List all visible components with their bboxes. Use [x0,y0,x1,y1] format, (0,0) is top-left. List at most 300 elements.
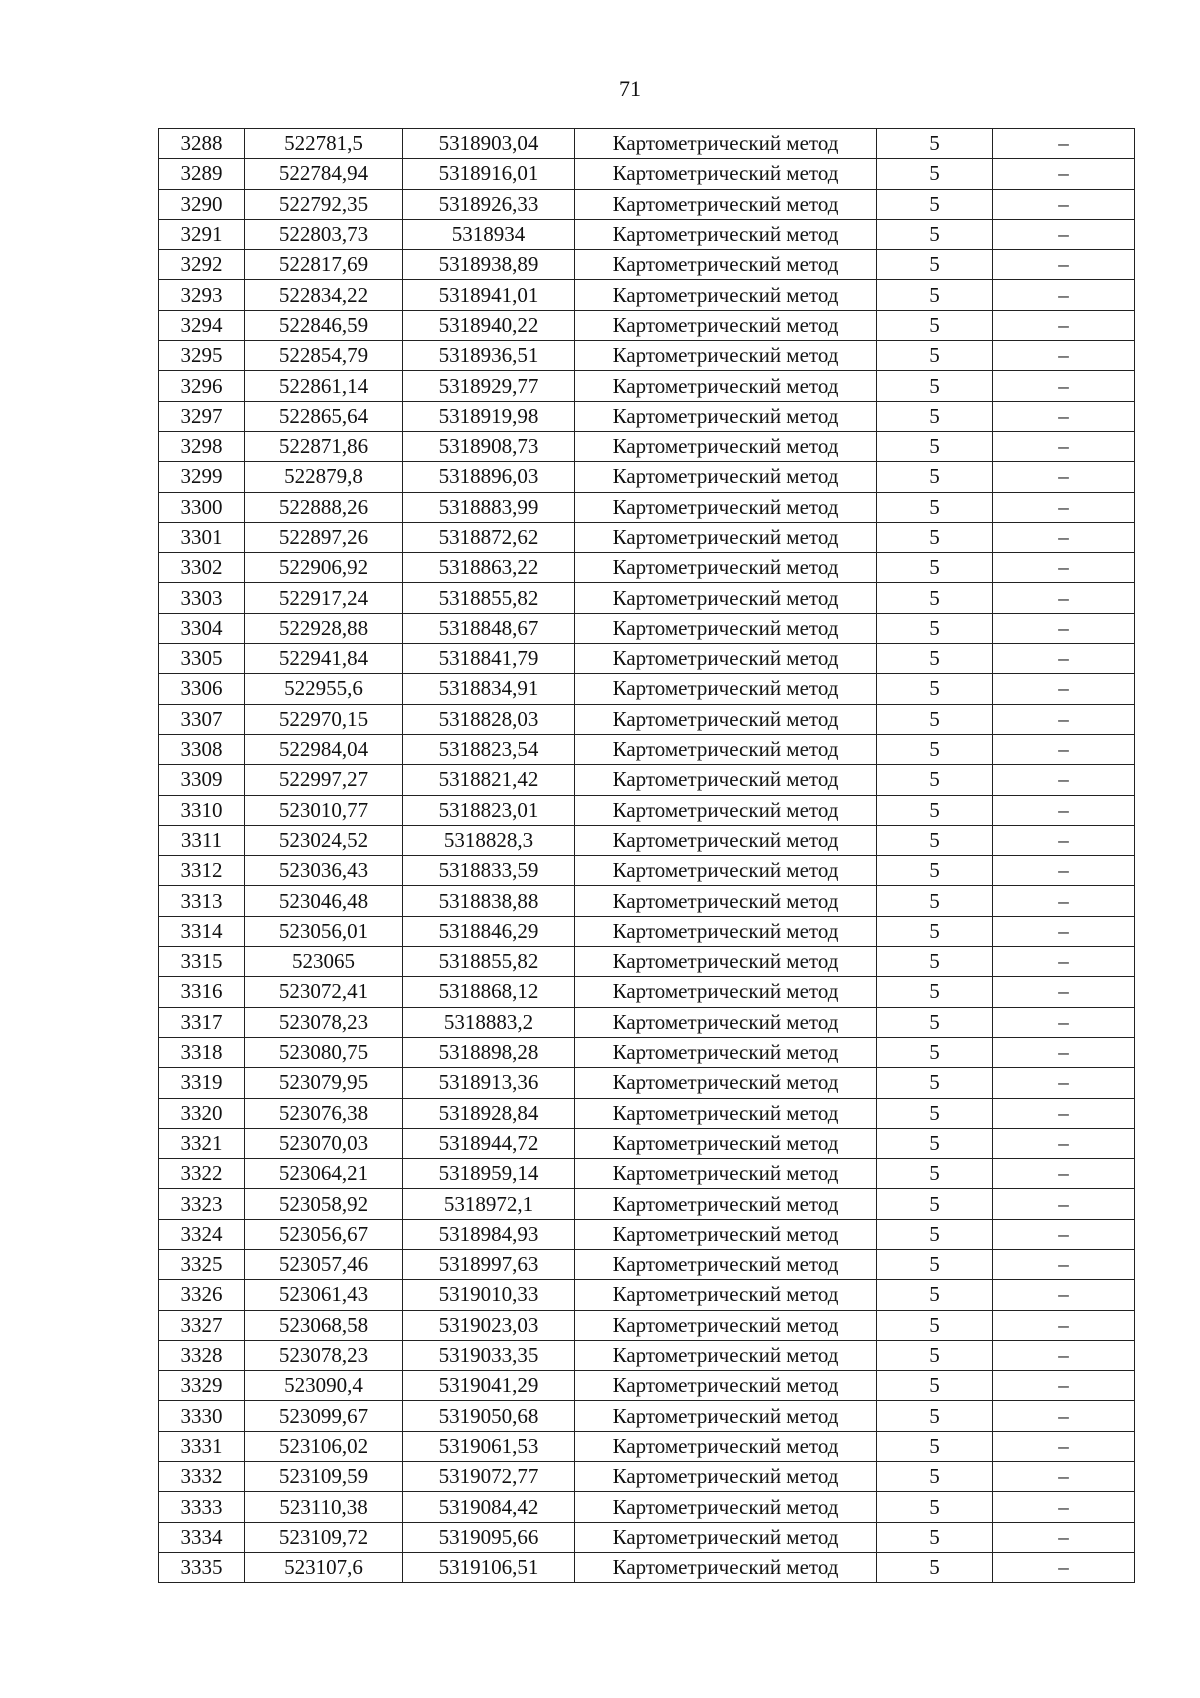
method-cell: Картометрический метод [575,765,877,795]
method-cell: Картометрический метод [575,492,877,522]
y-coordinate-cell: 5318898,28 [403,1037,575,1067]
table-row [159,280,1135,310]
table-row [159,310,1135,340]
x-coordinate-cell: 522970,15 [245,704,403,734]
y-coordinate-cell: 5318940,22 [403,310,575,340]
y-coordinate-cell: 5319095,66 [403,1522,575,1552]
table-row [159,1462,1135,1492]
description-cell: – [993,583,1135,613]
accuracy-cell: 5 [877,947,993,977]
accuracy-cell: 5 [877,492,993,522]
accuracy-cell: 5 [877,1462,993,1492]
method-cell: Картометрический метод [575,674,877,704]
description-cell: – [993,1098,1135,1128]
table-row [159,734,1135,764]
accuracy-cell: 5 [877,522,993,552]
y-coordinate-cell: 5318833,59 [403,856,575,886]
x-coordinate-cell: 523107,6 [245,1552,403,1582]
method-cell: Картометрический метод [575,401,877,431]
table-row [159,462,1135,492]
y-coordinate-cell: 5318934 [403,219,575,249]
point-number-cell: 3329 [159,1371,245,1401]
description-cell: – [993,977,1135,1007]
accuracy-cell: 5 [877,1340,993,1370]
y-coordinate-cell: 5318855,82 [403,947,575,977]
x-coordinate-cell: 523070,03 [245,1128,403,1158]
point-number-cell: 3333 [159,1492,245,1522]
description-cell: – [993,1340,1135,1370]
point-number-cell: 3305 [159,644,245,674]
y-coordinate-cell: 5318944,72 [403,1128,575,1158]
accuracy-cell: 5 [877,1431,993,1461]
accuracy-cell: 5 [877,1310,993,1340]
table-row [159,250,1135,280]
description-cell: – [993,1552,1135,1582]
x-coordinate-cell: 523064,21 [245,1159,403,1189]
y-coordinate-cell: 5318926,33 [403,189,575,219]
description-cell: – [993,189,1135,219]
accuracy-cell: 5 [877,553,993,583]
y-coordinate-cell: 5318929,77 [403,371,575,401]
x-coordinate-cell: 523090,4 [245,1371,403,1401]
x-coordinate-cell: 523036,43 [245,856,403,886]
method-cell: Картометрический метод [575,1037,877,1067]
y-coordinate-cell: 5318919,98 [403,401,575,431]
y-coordinate-cell: 5319084,42 [403,1492,575,1522]
point-number-cell: 3312 [159,856,245,886]
y-coordinate-cell: 5318959,14 [403,1159,575,1189]
table-row [159,583,1135,613]
y-coordinate-cell: 5318828,03 [403,704,575,734]
table-row [159,765,1135,795]
point-number-cell: 3300 [159,492,245,522]
y-coordinate-cell: 5318846,29 [403,916,575,946]
x-coordinate-cell: 523065 [245,947,403,977]
x-coordinate-cell: 523106,02 [245,1431,403,1461]
point-number-cell: 3296 [159,371,245,401]
y-coordinate-cell: 5318883,2 [403,1007,575,1037]
description-cell: – [993,734,1135,764]
y-coordinate-cell: 5318997,63 [403,1249,575,1279]
accuracy-cell: 5 [877,765,993,795]
method-cell: Картометрический метод [575,1219,877,1249]
y-coordinate-cell: 5318913,36 [403,1068,575,1098]
x-coordinate-cell: 522928,88 [245,613,403,643]
y-coordinate-cell: 5318848,67 [403,613,575,643]
method-cell: Картометрический метод [575,947,877,977]
accuracy-cell: 5 [877,1128,993,1158]
table-body [159,129,1135,1583]
point-number-cell: 3325 [159,1249,245,1279]
description-cell: – [993,704,1135,734]
table-row [159,1128,1135,1158]
method-cell: Картометрический метод [575,341,877,371]
point-number-cell: 3298 [159,431,245,461]
table-row [159,886,1135,916]
x-coordinate-cell: 523076,38 [245,1098,403,1128]
method-cell: Картометрический метод [575,189,877,219]
page-number: 71 [619,76,641,101]
x-coordinate-cell: 523024,52 [245,825,403,855]
y-coordinate-cell: 5318821,42 [403,765,575,795]
method-cell: Картометрический метод [575,644,877,674]
accuracy-cell: 5 [877,825,993,855]
accuracy-cell: 5 [877,583,993,613]
point-number-cell: 3299 [159,462,245,492]
y-coordinate-cell: 5318838,88 [403,886,575,916]
accuracy-cell: 5 [877,1068,993,1098]
point-number-cell: 3314 [159,916,245,946]
method-cell: Картометрический метод [575,431,877,461]
method-cell: Картометрический метод [575,977,877,1007]
y-coordinate-cell: 5318903,04 [403,129,575,159]
y-coordinate-cell: 5318908,73 [403,431,575,461]
y-coordinate-cell: 5318823,01 [403,795,575,825]
description-cell: – [993,795,1135,825]
method-cell: Картометрический метод [575,795,877,825]
x-coordinate-cell: 523072,41 [245,977,403,1007]
point-number-cell: 3321 [159,1128,245,1158]
description-cell: – [993,462,1135,492]
point-number-cell: 3301 [159,522,245,552]
description-cell: – [993,219,1135,249]
point-number-cell: 3297 [159,401,245,431]
accuracy-cell: 5 [877,1249,993,1279]
method-cell: Картометрический метод [575,1522,877,1552]
point-number-cell: 3303 [159,583,245,613]
point-number-cell: 3290 [159,189,245,219]
description-cell: – [993,886,1135,916]
x-coordinate-cell: 523056,01 [245,916,403,946]
point-number-cell: 3327 [159,1310,245,1340]
method-cell: Картометрический метод [575,462,877,492]
point-number-cell: 3310 [159,795,245,825]
point-number-cell: 3334 [159,1522,245,1552]
x-coordinate-cell: 522784,94 [245,159,403,189]
point-number-cell: 3302 [159,553,245,583]
x-coordinate-cell: 523109,59 [245,1462,403,1492]
description-cell: – [993,553,1135,583]
description-cell: – [993,613,1135,643]
y-coordinate-cell: 5319050,68 [403,1401,575,1431]
y-coordinate-cell: 5318938,89 [403,250,575,280]
table-row [159,825,1135,855]
y-coordinate-cell: 5318863,22 [403,553,575,583]
y-coordinate-cell: 5319023,03 [403,1310,575,1340]
table-row [159,1068,1135,1098]
y-coordinate-cell: 5318872,62 [403,522,575,552]
accuracy-cell: 5 [877,644,993,674]
table-row [159,371,1135,401]
x-coordinate-cell: 522888,26 [245,492,403,522]
method-cell: Картометрический метод [575,250,877,280]
table-row [159,159,1135,189]
description-cell: – [993,1159,1135,1189]
description-cell: – [993,916,1135,946]
point-number-cell: 3331 [159,1431,245,1461]
table-row [159,553,1135,583]
description-cell: – [993,1219,1135,1249]
description-cell: – [993,1401,1135,1431]
point-number-cell: 3317 [159,1007,245,1037]
method-cell: Картометрический метод [575,704,877,734]
accuracy-cell: 5 [877,431,993,461]
y-coordinate-cell: 5319061,53 [403,1431,575,1461]
method-cell: Картометрический метод [575,280,877,310]
table-row [159,856,1135,886]
accuracy-cell: 5 [877,189,993,219]
point-number-cell: 3322 [159,1159,245,1189]
y-coordinate-cell: 5319033,35 [403,1340,575,1370]
x-coordinate-cell: 523068,58 [245,1310,403,1340]
table-row [159,1249,1135,1279]
x-coordinate-cell: 522792,35 [245,189,403,219]
y-coordinate-cell: 5318936,51 [403,341,575,371]
table-row [159,189,1135,219]
description-cell: – [993,1462,1135,1492]
x-coordinate-cell: 522984,04 [245,734,403,764]
accuracy-cell: 5 [877,886,993,916]
point-number-cell: 3324 [159,1219,245,1249]
x-coordinate-cell: 523061,43 [245,1280,403,1310]
accuracy-cell: 5 [877,159,993,189]
table-row [159,1280,1135,1310]
method-cell: Картометрический метод [575,613,877,643]
table-row [159,1552,1135,1582]
y-coordinate-cell: 5318941,01 [403,280,575,310]
method-cell: Картометрический метод [575,553,877,583]
description-cell: – [993,1371,1135,1401]
description-cell: – [993,1492,1135,1522]
point-number-cell: 3335 [159,1552,245,1582]
x-coordinate-cell: 522941,84 [245,644,403,674]
x-coordinate-cell: 522997,27 [245,765,403,795]
description-cell: – [993,310,1135,340]
x-coordinate-cell: 523109,72 [245,1522,403,1552]
x-coordinate-cell: 523110,38 [245,1492,403,1522]
accuracy-cell: 5 [877,1401,993,1431]
table-row [159,977,1135,1007]
point-number-cell: 3330 [159,1401,245,1431]
point-number-cell: 3294 [159,310,245,340]
description-cell: – [993,1522,1135,1552]
y-coordinate-cell: 5318928,84 [403,1098,575,1128]
description-cell: – [993,947,1135,977]
method-cell: Картометрический метод [575,1492,877,1522]
accuracy-cell: 5 [877,613,993,643]
method-cell: Картометрический метод [575,1371,877,1401]
description-cell: – [993,644,1135,674]
method-cell: Картометрический метод [575,1189,877,1219]
method-cell: Картометрический метод [575,1280,877,1310]
point-number-cell: 3318 [159,1037,245,1067]
method-cell: Картометрический метод [575,1098,877,1128]
point-number-cell: 3307 [159,704,245,734]
x-coordinate-cell: 522879,8 [245,462,403,492]
x-coordinate-cell: 522817,69 [245,250,403,280]
method-cell: Картометрический метод [575,1128,877,1158]
method-cell: Картометрический метод [575,1068,877,1098]
description-cell: – [993,1037,1135,1067]
x-coordinate-cell: 523099,67 [245,1401,403,1431]
description-cell: – [993,1280,1135,1310]
point-number-cell: 3295 [159,341,245,371]
description-cell: – [993,1310,1135,1340]
description-cell: – [993,1068,1135,1098]
accuracy-cell: 5 [877,795,993,825]
method-cell: Картометрический метод [575,159,877,189]
method-cell: Картометрический метод [575,1431,877,1461]
description-cell: – [993,765,1135,795]
point-number-cell: 3323 [159,1189,245,1219]
description-cell: – [993,401,1135,431]
y-coordinate-cell: 5319106,51 [403,1552,575,1582]
accuracy-cell: 5 [877,1552,993,1582]
method-cell: Картометрический метод [575,583,877,613]
point-number-cell: 3313 [159,886,245,916]
x-coordinate-cell: 522871,86 [245,431,403,461]
y-coordinate-cell: 5319010,33 [403,1280,575,1310]
x-coordinate-cell: 522854,79 [245,341,403,371]
method-cell: Картометрический метод [575,916,877,946]
description-cell: – [993,159,1135,189]
table-row [159,1219,1135,1249]
accuracy-cell: 5 [877,129,993,159]
x-coordinate-cell: 522897,26 [245,522,403,552]
point-number-cell: 3311 [159,825,245,855]
x-coordinate-cell: 522861,14 [245,371,403,401]
x-coordinate-cell: 523058,92 [245,1189,403,1219]
point-number-cell: 3308 [159,734,245,764]
accuracy-cell: 5 [877,1371,993,1401]
point-number-cell: 3332 [159,1462,245,1492]
point-number-cell: 3316 [159,977,245,1007]
accuracy-cell: 5 [877,250,993,280]
x-coordinate-cell: 522917,24 [245,583,403,613]
method-cell: Картометрический метод [575,734,877,764]
accuracy-cell: 5 [877,1037,993,1067]
x-coordinate-cell: 522846,59 [245,310,403,340]
accuracy-cell: 5 [877,674,993,704]
x-coordinate-cell: 523057,46 [245,1249,403,1279]
description-cell: – [993,280,1135,310]
y-coordinate-cell: 5318883,99 [403,492,575,522]
table-row [159,644,1135,674]
x-coordinate-cell: 523078,23 [245,1340,403,1370]
x-coordinate-cell: 523010,77 [245,795,403,825]
point-number-cell: 3309 [159,765,245,795]
table-row [159,1522,1135,1552]
y-coordinate-cell: 5318984,93 [403,1219,575,1249]
accuracy-cell: 5 [877,1219,993,1249]
description-cell: – [993,371,1135,401]
method-cell: Картометрический метод [575,856,877,886]
table-row [159,492,1135,522]
y-coordinate-cell: 5318823,54 [403,734,575,764]
description-cell: – [993,129,1135,159]
table-row [159,704,1135,734]
accuracy-cell: 5 [877,977,993,1007]
method-cell: Картометрический метод [575,1007,877,1037]
point-number-cell: 3320 [159,1098,245,1128]
accuracy-cell: 5 [877,1492,993,1522]
table-row [159,916,1135,946]
y-coordinate-cell: 5318896,03 [403,462,575,492]
accuracy-cell: 5 [877,1007,993,1037]
y-coordinate-cell: 5318834,91 [403,674,575,704]
x-coordinate-cell: 522955,6 [245,674,403,704]
table-row [159,431,1135,461]
table-row [159,674,1135,704]
accuracy-cell: 5 [877,734,993,764]
coordinates-table [158,128,1135,1583]
x-coordinate-cell: 522803,73 [245,219,403,249]
x-coordinate-cell: 523080,75 [245,1037,403,1067]
point-number-cell: 3292 [159,250,245,280]
accuracy-cell: 5 [877,856,993,886]
x-coordinate-cell: 523056,67 [245,1219,403,1249]
description-cell: – [993,341,1135,371]
table-row [159,129,1135,159]
description-cell: – [993,431,1135,461]
table-row [159,1310,1135,1340]
description-cell: – [993,1189,1135,1219]
description-cell: – [993,674,1135,704]
table-row [159,401,1135,431]
point-number-cell: 3328 [159,1340,245,1370]
description-cell: – [993,1249,1135,1279]
point-number-cell: 3326 [159,1280,245,1310]
description-cell: – [993,856,1135,886]
y-coordinate-cell: 5319072,77 [403,1462,575,1492]
point-number-cell: 3315 [159,947,245,977]
point-number-cell: 3288 [159,129,245,159]
accuracy-cell: 5 [877,1098,993,1128]
x-coordinate-cell: 522906,92 [245,553,403,583]
method-cell: Картометрический метод [575,886,877,916]
point-number-cell: 3291 [159,219,245,249]
description-cell: – [993,1431,1135,1461]
method-cell: Картометрический метод [575,522,877,552]
method-cell: Картометрический метод [575,1462,877,1492]
y-coordinate-cell: 5318841,79 [403,644,575,674]
accuracy-cell: 5 [877,310,993,340]
x-coordinate-cell: 522781,5 [245,129,403,159]
table-row [159,341,1135,371]
x-coordinate-cell: 523078,23 [245,1007,403,1037]
point-number-cell: 3293 [159,280,245,310]
table-row [159,219,1135,249]
description-cell: – [993,825,1135,855]
accuracy-cell: 5 [877,401,993,431]
description-cell: – [993,492,1135,522]
description-cell: – [993,250,1135,280]
y-coordinate-cell: 5318828,3 [403,825,575,855]
y-coordinate-cell: 5318916,01 [403,159,575,189]
accuracy-cell: 5 [877,704,993,734]
method-cell: Картометрический метод [575,219,877,249]
y-coordinate-cell: 5318868,12 [403,977,575,1007]
accuracy-cell: 5 [877,1280,993,1310]
table-row [159,1189,1135,1219]
table-row [159,1159,1135,1189]
x-coordinate-cell: 522834,22 [245,280,403,310]
table-row [159,947,1135,977]
accuracy-cell: 5 [877,916,993,946]
table-row [159,1098,1135,1128]
method-cell: Картометрический метод [575,371,877,401]
table-row [159,1492,1135,1522]
